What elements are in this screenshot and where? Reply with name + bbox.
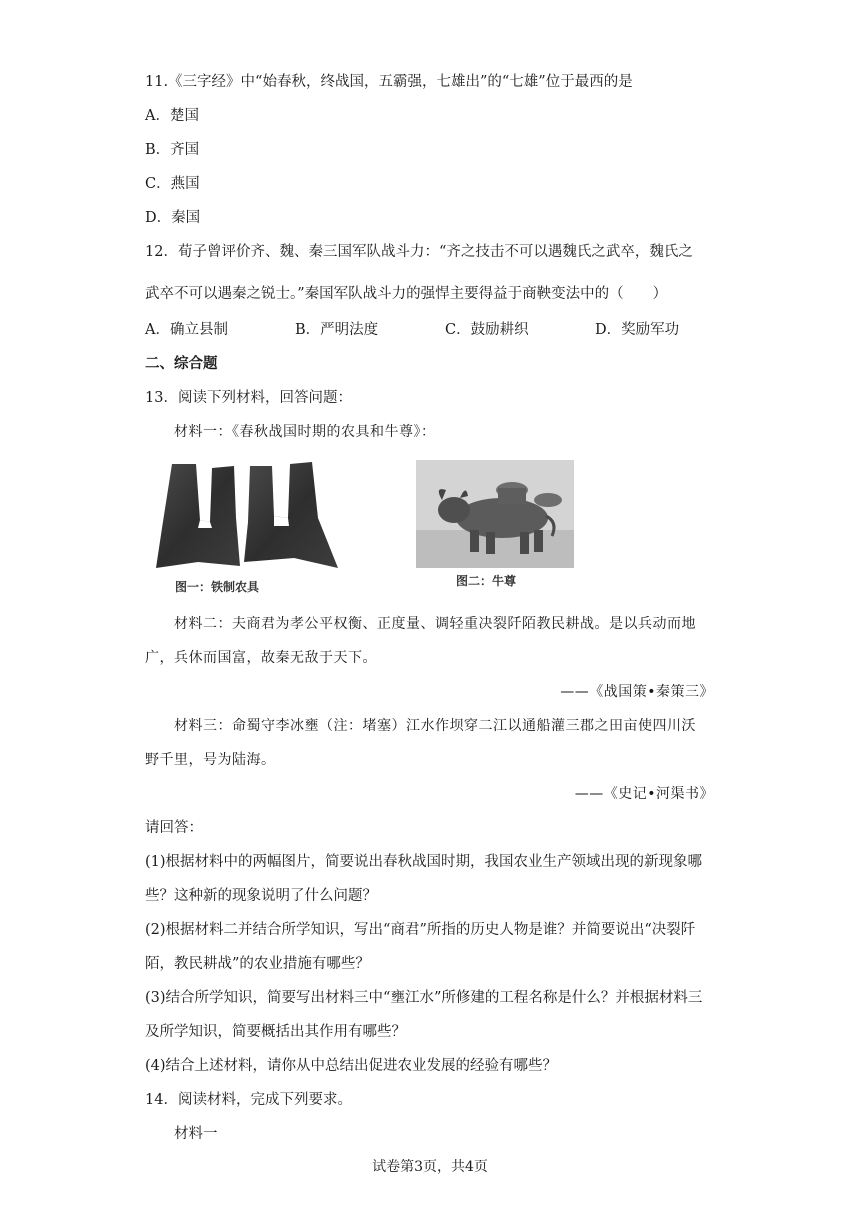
q13-material3-line1: 材料三：命蜀守李冰壅（注：堵塞）江水作坝穿二江以通船灌三郡之田亩使四川沃	[174, 718, 696, 734]
q11-option-b: B．齐国	[145, 142, 200, 158]
q13-sub3-line2: 及所学知识，简要概括出其作用有哪些？	[145, 1024, 406, 1040]
q14-material1-title: 材料一	[174, 1126, 218, 1142]
q11-option-c: C．燕国	[145, 176, 200, 192]
q13-sub2-line2: 陌，教民耕战”的农业措施有哪些？	[145, 956, 370, 972]
page-footer: 试卷第3页，共4页	[372, 1159, 488, 1175]
q12-option-c: C．鼓励耕织	[445, 322, 529, 338]
q13-sub2-line1: (2)根据材料二并结合所学知识，写出“商君”所指的历史人物是谁？并简要说出“决裂阡	[145, 922, 696, 938]
q12-stem-line2: 武卒不可以遇秦之锐士。”秦国军队战斗力的强悍主要得益于商鞅变法中的（ ）	[145, 286, 668, 302]
q13-material3-source: ——《史记•河渠书》	[574, 786, 714, 802]
q13-material2-line1: 材料二：夫商君为孝公平权衡、正度量、调轻重决裂阡陌教民耕战。是以兵动而地	[174, 616, 696, 632]
q14-stem: 14．阅读材料，完成下列要求。	[145, 1092, 352, 1108]
q13-sub4: (4)结合上述材料，请你从中总结出促进农业发展的经验有哪些？	[145, 1058, 558, 1074]
q13-sub3-line1: (3)结合所学知识，简要写出材料三中“壅江水”所修建的工程名称是什么？并根据材料三	[145, 990, 703, 1006]
q11-stem: 11.《三字经》中“始春秋，终战国，五霸强，七雄出”的“七雄”位于最西的是	[145, 74, 633, 90]
q13-stem: 13．阅读下列材料，回答问题：	[145, 390, 352, 406]
ox-zun-image	[416, 460, 574, 568]
fig1-caption: 图一：铁制农具	[175, 580, 260, 594]
q11-option-d: D．秦国	[145, 210, 201, 226]
q11-option-a: A．楚国	[145, 108, 199, 124]
q13-please-answer: 请回答：	[145, 820, 203, 836]
q13-material2-line2: 广，兵休而国富，故秦无敌于天下。	[145, 650, 377, 666]
q13-material1-title: 材料一：《春秋战国时期的农具和牛尊》：	[174, 424, 436, 440]
q12-stem-line1: 12．荀子曾评价齐、魏、秦三国军队战斗力：“齐之技击不可以遇魏氏之武卒，魏氏之	[145, 244, 693, 260]
q13-material2-source: ——《战国策•秦策三》	[560, 684, 714, 700]
q12-option-a: A．确立县制	[145, 322, 228, 338]
iron-farm-tools-image	[148, 458, 384, 578]
q13-sub1-line2: 些？这种新的现象说明了什么问题？	[145, 888, 377, 904]
q13-sub1-line1: (1)根据材料中的两幅图片，简要说出春秋战国时期，我国农业生产领域出现的新现象哪	[145, 854, 703, 870]
fig2-caption: 图二：牛尊	[456, 574, 517, 588]
q12-option-d: D．奖励军功	[595, 322, 680, 338]
q12-option-b: B．严明法度	[295, 322, 379, 338]
section-title: 二、综合题	[145, 355, 218, 372]
q13-material3-line2: 野千里，号为陆海。	[145, 752, 276, 768]
